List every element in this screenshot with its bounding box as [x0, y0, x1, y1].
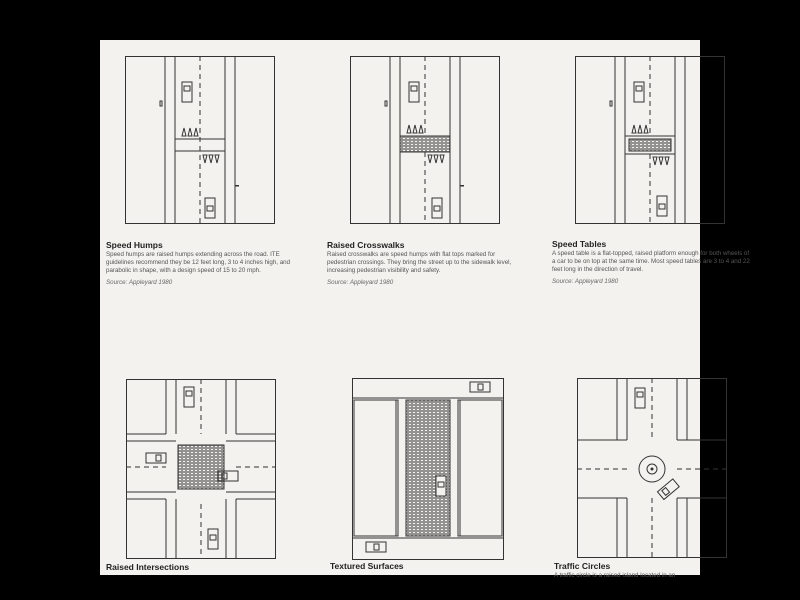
raised-crosswalks-diagram	[350, 56, 500, 224]
caption-title: Raised Intersections	[106, 562, 190, 572]
caption-text: Raised crosswalks are speed humps with flat tops marked for pedestrian crossings. They bring the street up to the sidewalk level, increasing pedestrian visibility and safety.	[327, 251, 512, 274]
traffic-circles-caption	[554, 561, 754, 580]
book-page	[100, 40, 750, 579]
caption-title: Speed Tables	[552, 239, 607, 249]
raised-intersections-caption	[106, 562, 301, 573]
speed-tables-diagram	[575, 56, 725, 224]
textured-surfaces-caption	[330, 561, 525, 572]
caption-source: Source: Appleyard 1980	[552, 278, 619, 285]
textured-surfaces-diagram	[352, 378, 504, 560]
raised-crosswalks-caption	[327, 240, 522, 287]
caption-text: Speed humps are raised humps extending across the road. ITE guidelines recommend they be 12 feet long, 3 to 4 inches high, and parabolic in shape, with a design speed of 15 to 20 mph.	[106, 251, 291, 274]
caption-title: Raised Crosswalks	[327, 240, 405, 250]
caption-source: Source: Appleyard 1980	[106, 279, 173, 286]
caption-title: Traffic Circles	[554, 561, 611, 571]
speed-tables-caption	[552, 239, 752, 286]
caption-source: Source: Appleyard 1980	[327, 279, 394, 286]
traffic-circles-diagram	[577, 378, 727, 558]
caption-title: Speed Humps	[106, 240, 163, 250]
raised-intersections-diagram	[126, 379, 276, 559]
caption-text: A traffic circle is a raised island located in an	[554, 572, 676, 579]
caption-text: A speed table is a flat-topped, raised platform enough for both wheels of a car to be on top at the same time. Most speed tables are 3 to 4 and 22 feet long in the direction of travel.	[552, 250, 750, 273]
speed-humps-diagram	[125, 56, 275, 224]
caption-title: Textured Surfaces	[330, 561, 404, 571]
speed-humps-caption	[106, 240, 301, 287]
